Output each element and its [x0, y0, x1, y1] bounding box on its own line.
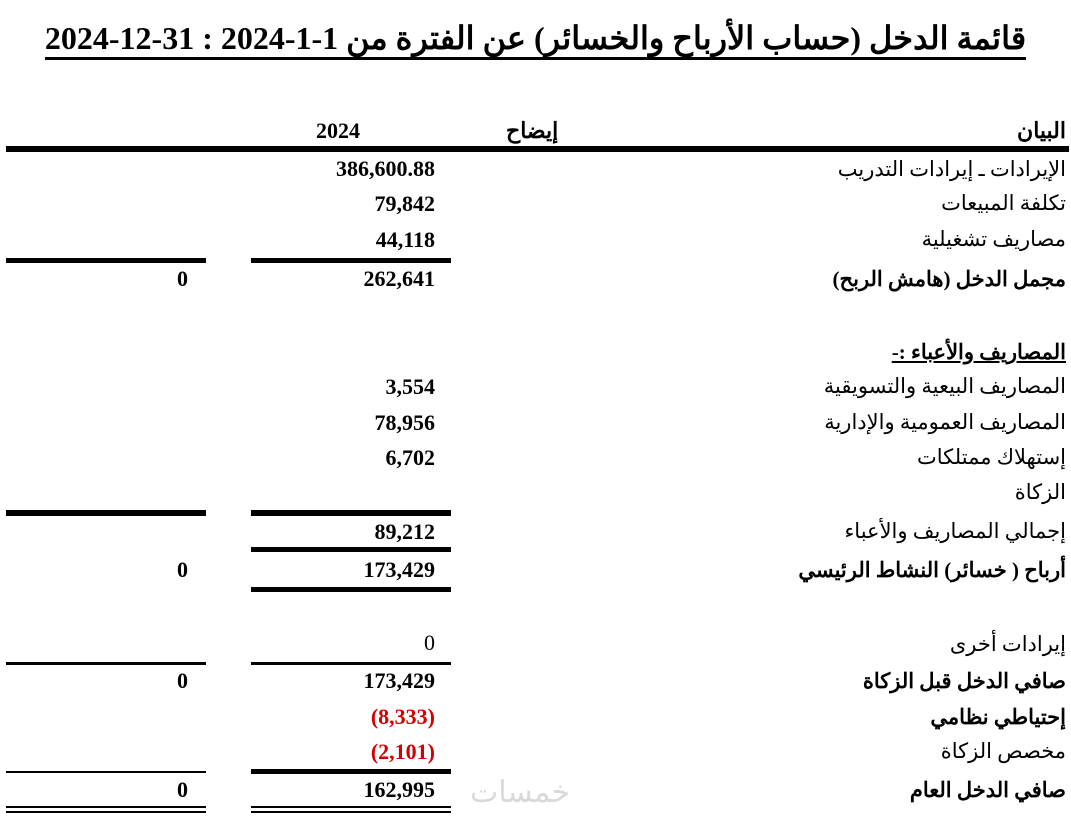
double-rule-left-1 — [6, 806, 206, 808]
rule-net-left — [6, 771, 206, 773]
header-note: إيضاح — [506, 118, 559, 143]
watermark: خمسات — [470, 775, 571, 810]
row-total-expenses-label: إجمالي المصاريف والأعباء — [844, 519, 1066, 543]
row-operating-label: مصاريف تشغيلية — [921, 227, 1066, 251]
row-pre-zakat-value2: 0 — [177, 668, 188, 693]
row-admin-value: 78,956 — [374, 410, 435, 435]
row-cogs-value: 79,842 — [374, 191, 435, 216]
header-statement: البيان — [1017, 118, 1066, 143]
row-gross-value2: 0 — [177, 266, 188, 291]
rule-total-mid — [251, 510, 451, 516]
row-depreciation-label: إستهلاك ممتلكات — [917, 445, 1066, 469]
rule-total-left — [6, 510, 206, 516]
rule-main-mid-bottom — [251, 587, 451, 592]
rule-main-mid-top — [251, 547, 451, 552]
row-selling-label: المصاريف البيعية والتسويقية — [823, 374, 1066, 398]
double-rule-left-2 — [6, 811, 206, 813]
rule-pre-zakat-mid — [251, 662, 451, 665]
row-other-income-label: إيرادات أخرى — [949, 632, 1066, 656]
double-rule-mid-2 — [251, 811, 451, 813]
row-pre-zakat-value: 173,429 — [363, 668, 435, 693]
row-pre-zakat-label: صافي الدخل قبل الزكاة — [862, 669, 1066, 693]
double-rule-mid-1 — [251, 806, 451, 808]
row-net-income-value: 162,995 — [363, 777, 435, 802]
row-zakat-provision-label: مخصص الزكاة — [940, 739, 1066, 763]
page-title-text: قائمة الدخل (حساب الأرباح والخسائر) عن الفترة من 1-1-2024 : 31-12-2024 — [45, 20, 1026, 60]
page-title — [0, 16, 1071, 60]
row-other-income-value: 0 — [424, 630, 435, 655]
row-main-activity-value: 173,429 — [363, 557, 435, 582]
row-total-expenses-value: 89,212 — [374, 519, 435, 544]
row-gross-value: 262,641 — [363, 266, 435, 291]
rule-pre-zakat-left — [6, 662, 206, 665]
row-revenue-label: الإيرادات ـ إيرادات التدريب — [837, 157, 1066, 181]
header-year: 2024 — [316, 118, 360, 143]
row-depreciation-value: 6,702 — [385, 445, 435, 470]
row-cogs-label: تكلفة المبيعات — [941, 191, 1066, 215]
row-operating-value: 44,118 — [375, 227, 435, 252]
row-main-activity-value2: 0 — [177, 557, 188, 582]
rule-net-mid — [251, 769, 451, 774]
header-rule — [6, 146, 1069, 152]
rule-gross-left — [6, 258, 206, 263]
row-net-income-label: صافي الدخل العام — [909, 778, 1066, 802]
row-reserve-value: (8,333) — [370, 704, 435, 729]
rule-gross-mid — [251, 258, 451, 263]
row-reserve-label: إحتياطي نظامي — [930, 705, 1066, 729]
row-gross-label: مجمل الدخل (هامش الربح) — [832, 267, 1066, 291]
section-expenses-heading: المصاريف والأعباء :- — [891, 340, 1066, 364]
row-main-activity-label: أرباح ( خسائر) النشاط الرئيسي — [798, 558, 1066, 582]
row-net-income-value2: 0 — [177, 777, 188, 802]
row-admin-label: المصاريف العمومية والإدارية — [824, 410, 1066, 434]
row-revenue-value: 386,600.88 — [336, 156, 435, 181]
row-selling-value: 3,554 — [385, 374, 435, 399]
row-zakat-provision-value: (2,101) — [370, 739, 435, 764]
row-zakat-label: الزكاة — [1014, 480, 1066, 504]
